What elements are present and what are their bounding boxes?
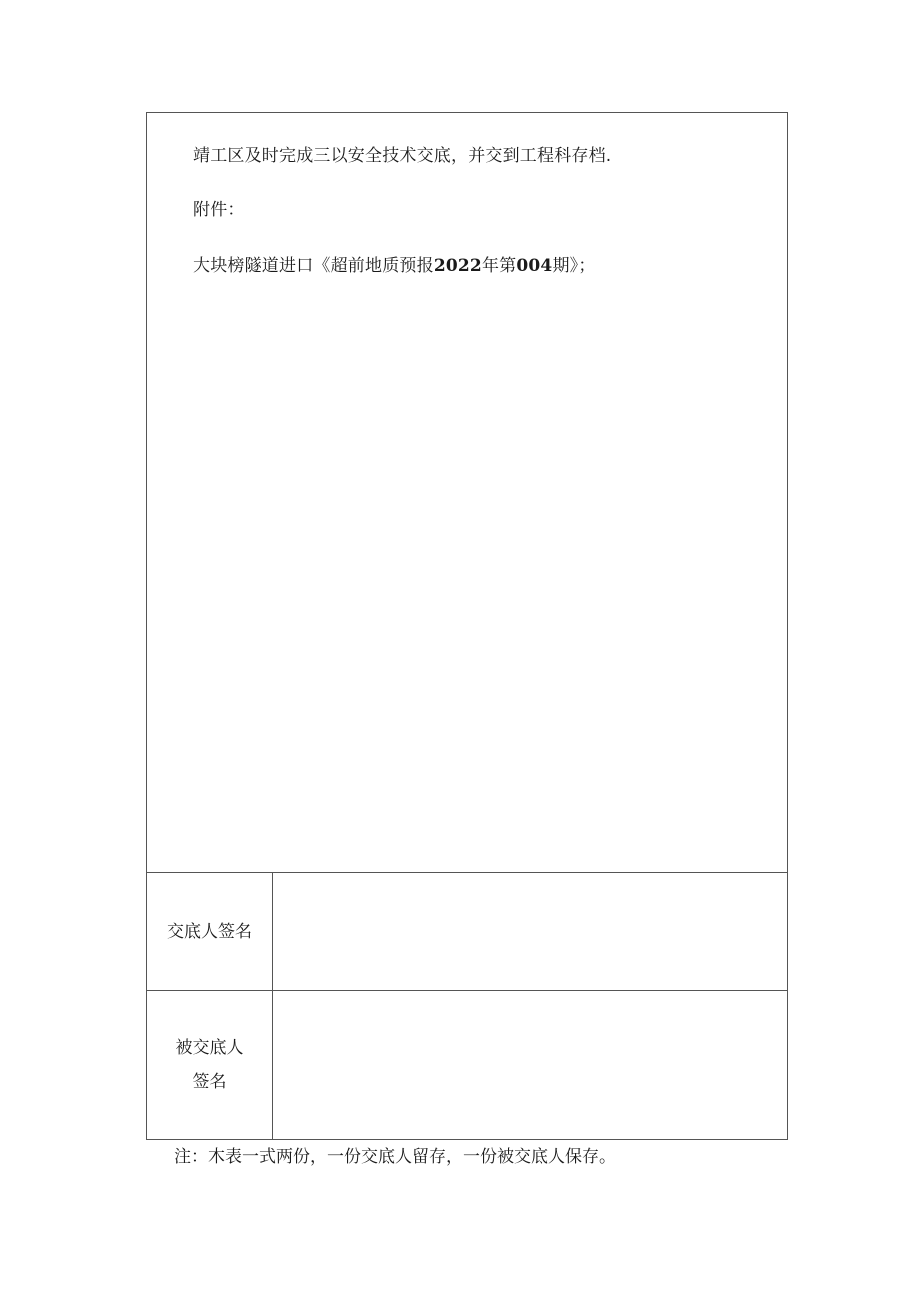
briefing-content-cell [147,113,787,873]
recipient-signature-label [147,991,273,1139]
briefer-signature-label [147,873,273,990]
briefer-signature-field[interactable] [273,873,787,990]
recipient-signature-row [147,991,787,1139]
recipient-signature-label-line2: 签名 [192,1072,227,1092]
attachment-item [193,255,596,277]
recipient-signature-label-line1: 被交底人 [175,1038,244,1058]
recipient-signature-field[interactable] [273,991,787,1139]
briefer-signature-row [147,873,787,991]
briefer-signature-label-text: 交底人签名 [167,921,252,942]
briefing-form-table [146,112,788,1140]
attachment-item-year: 2022 [433,256,482,276]
form-footnote: 注：木表一式两份，一份交底人留存，一份被交底人保存。 [174,1147,616,1167]
attachment-item-issue: 004 [516,256,553,276]
attachment-heading: 附件： [193,200,245,220]
attachment-item-prefix: 大块榜隧道进口《超前地质预报 [193,256,434,276]
attachment-item-suffix: 期》； [552,256,596,276]
attachment-item-mid: 年第 [481,256,517,276]
briefing-text-line: 靖工区及时完成三以安全技术交底，并交到工程科存档. [193,146,612,166]
